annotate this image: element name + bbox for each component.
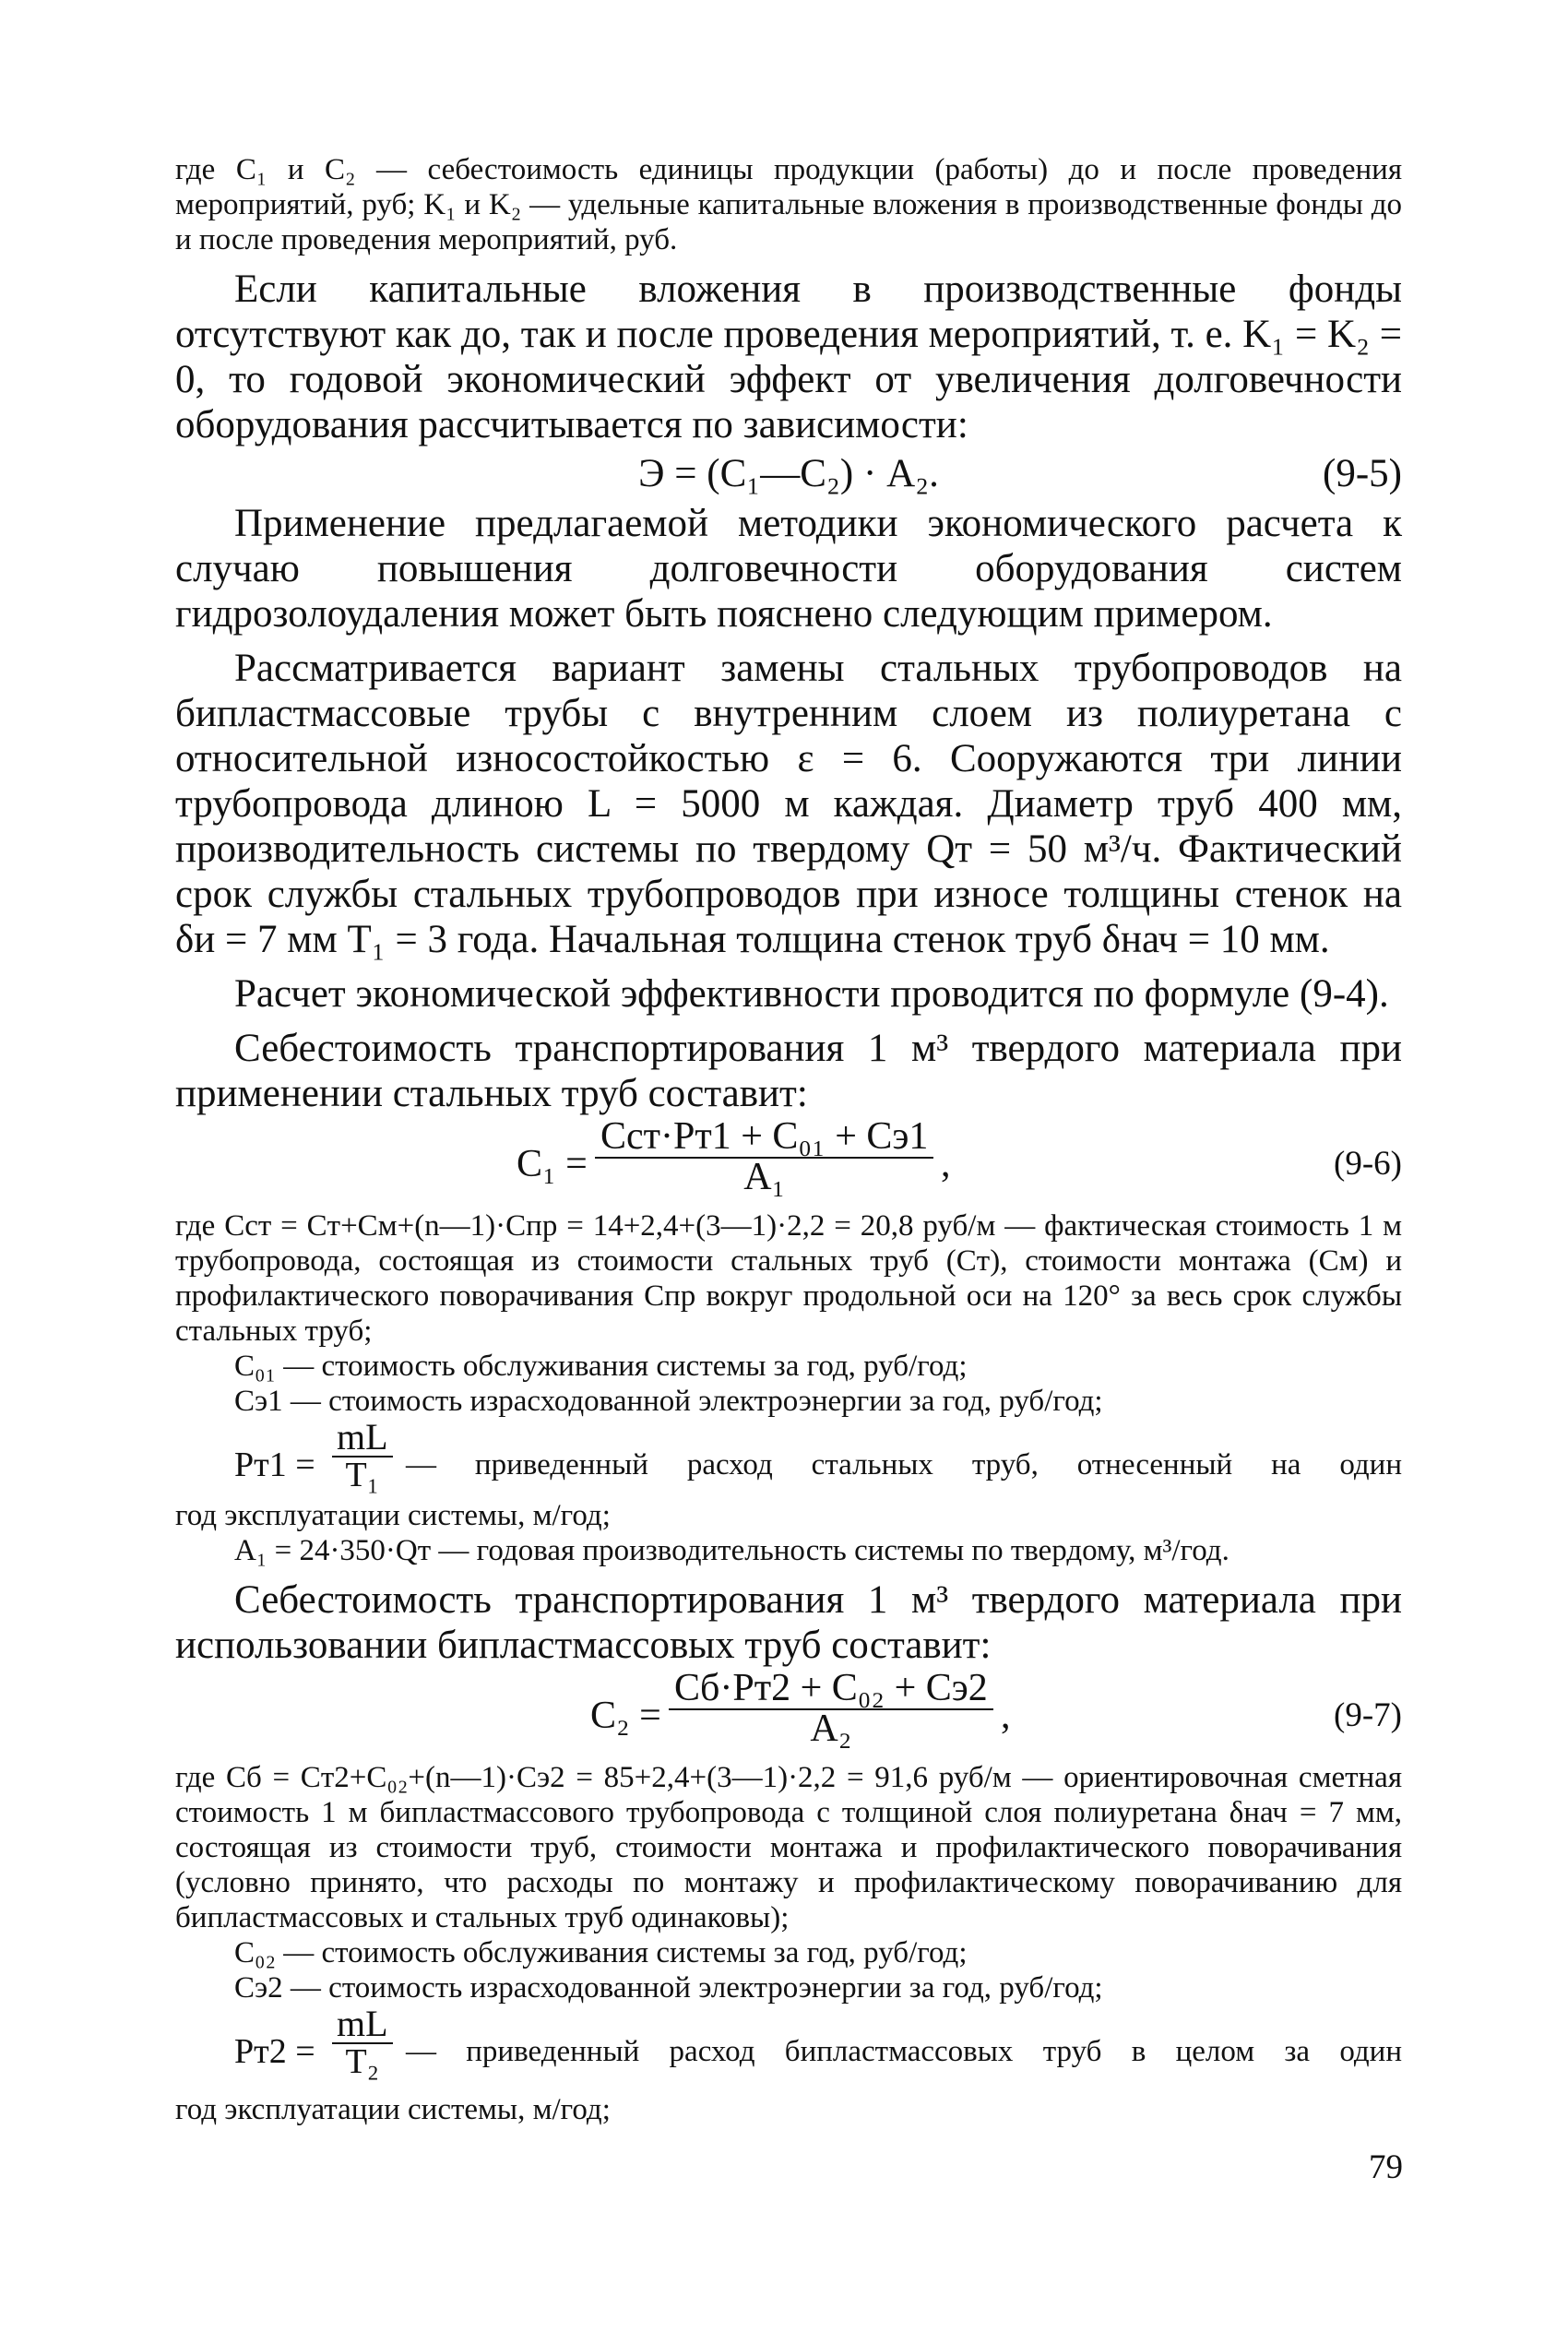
- paragraph-method-application: Применение предлагаемой методики экономического расчета к случаю повышения долговечности оборудования систем гидрозолоудаления может быть пояснено следующим примером.: [175, 502, 1402, 636]
- paragraph-no-capital-investment: Если капитальные вложения в производственные фонды отсутствуют как до, так и после проведения мероприятий, т. е. K₁ = K₂ = 0, то годовой экономический эффект от увеличения долговечности оборудования рассчитывается по зависимости:: [175, 268, 1402, 446]
- equation-9-5: [175, 447, 1402, 501]
- equation-9-7-numerator: Cб·Pт2 + C₀₂ + Cэ2: [669, 1668, 993, 1710]
- equation-9-7-denominator: A₂: [810, 1707, 852, 1750]
- equation-9-7: [175, 1668, 1402, 1760]
- definition-ce2: Cэ2 — стоимость израсходованной электроэнергии за год, руб/год;: [234, 1971, 1103, 2005]
- definition-pt2-numerator: mL: [332, 2005, 393, 2044]
- definition-pt2-text: — приведенный расход бипластмассовых труб в целом за один: [406, 2035, 1402, 2068]
- paragraph-intro-definitions: где C₁ и C₂ — себестоимость единицы продукции (работы) до и после проведения мероприятий, руб; K₁ и K₂ — удельные капитальные вложения в производственные фонды до и после проведения мероприятий, руб.: [175, 153, 1402, 256]
- definition-pt1-numerator: mL: [332, 1419, 393, 1458]
- equation-9-7-number: (9-7): [1334, 1696, 1402, 1734]
- definition-pt1: [175, 1416, 1402, 1498]
- equation-9-6-numerator: Cст·Pт1 + C₀₁ + Cэ1: [595, 1116, 933, 1159]
- equation-9-7-fraction: [669, 1667, 993, 1750]
- definition-pt1-lhs: Pт1 =: [234, 1446, 315, 1484]
- page-body: [175, 152, 1402, 2127]
- definition-cst: где Cст = Cт+Cм+(n—1)·Cпр = 14+2,4+(3—1)·2,2 = 20,8 руб/м — фактическая стоимость 1 м трубопровода, состоящая из стоимости стальных труб (Cт), стоимости монтажа (Cм) и профилактического поворачивания Cпр вокруг продольной оси на 120° за весь срок службы стальных труб;: [175, 1209, 1402, 1348]
- equation-9-6: [175, 1116, 1402, 1208]
- equation-9-6-denominator: A₁: [743, 1156, 786, 1198]
- equation-9-6-number: (9-6): [1334, 1145, 1402, 1183]
- equation-9-7-lhs: C₂ =: [590, 1695, 661, 1737]
- equation-9-7-comma: ,: [1001, 1695, 1011, 1737]
- definition-c01: C₀₁ — стоимость обслуживания системы за год, руб/год;: [234, 1350, 968, 1383]
- paragraph-calculation-reference: Расчет экономической эффективности проводится по формуле (9-4).: [234, 972, 1389, 1016]
- equation-9-6-comma: ,: [941, 1143, 951, 1185]
- definition-pt2: [175, 2005, 1402, 2085]
- paragraph-biplastic-pipe-cost: Себестоимость транспортирования 1 м³ твердого материала при использовании бипластмассовых труб составит:: [175, 1578, 1402, 1667]
- equation-9-5-number: (9-5): [1323, 452, 1402, 495]
- definition-pt1-continuation: год эксплуатации системы, м/год;: [175, 1499, 611, 1532]
- definition-a1: A₁ = 24·350·Qт — годовая производительность системы по твердому, м³/год.: [234, 1534, 1229, 1567]
- page-number: 79: [1369, 2148, 1403, 2186]
- equation-9-5-formula: Э = (C₁—C₂) · A₂.: [638, 452, 939, 495]
- definition-c02: C₀₂ — стоимость обслуживания системы за год, руб/год;: [234, 1936, 968, 1969]
- definition-pt2-lhs: Pт2 =: [234, 2032, 315, 2071]
- definition-pt1-fraction: [332, 1416, 393, 1494]
- paragraph-steel-pipe-cost: Себестоимость транспортирования 1 м³ твердого материала при применении стальных труб составит:: [175, 1027, 1402, 1115]
- definition-ce1: Cэ1 — стоимость израсходованной электроэнергии за год, руб/год;: [234, 1385, 1103, 1418]
- definition-cb: где Cб = Cт2+C₀₂+(n—1)·Cэ2 = 85+2,4+(3—1)·2,2 = 91,6 руб/м — ориентировочная сметная стоимость 1 м бипластмассового трубопровода с толщиной слоя полиуретана δнач = 7 мм, состоящая из стоимости труб, стоимости монтажа и профилактического поворачивания (условно принято, что расходы по монтажу и профилактическому поворачиванию для бипластмассовых и стальных труб одинаковы);: [175, 1761, 1402, 1934]
- definition-pt1-denominator: T₁: [345, 1456, 379, 1494]
- definition-pt2-fraction: [332, 2005, 393, 2079]
- equation-9-6-lhs: C₁ =: [517, 1143, 588, 1185]
- equation-9-6-fraction: [595, 1116, 933, 1196]
- paragraph-replacement-variant: Рассматривается вариант замены стальных трубопроводов на бипластмассовые трубы с внутренним слоем из полиуретана с относительной износостойкостью ε = 6. Сооружаются три линии трубопровода длиною L = 5000 м каждая. Диаметр труб 400 мм, производительность системы по твердому Qт = 50 м³/ч. Фактический срок службы стальных трубопроводов при износе толщины стенок на δи = 7 мм T₁ = 3 года. Начальная толщина стенок труб δнач = 10 мм.: [175, 647, 1402, 961]
- definition-pt2-denominator: T₂: [345, 2042, 379, 2081]
- definition-pt1-text: — приведенный расход стальных труб, отнесенный на один: [406, 1448, 1402, 1481]
- definition-pt2-continuation: год эксплуатации системы, м/год;: [175, 2093, 611, 2126]
